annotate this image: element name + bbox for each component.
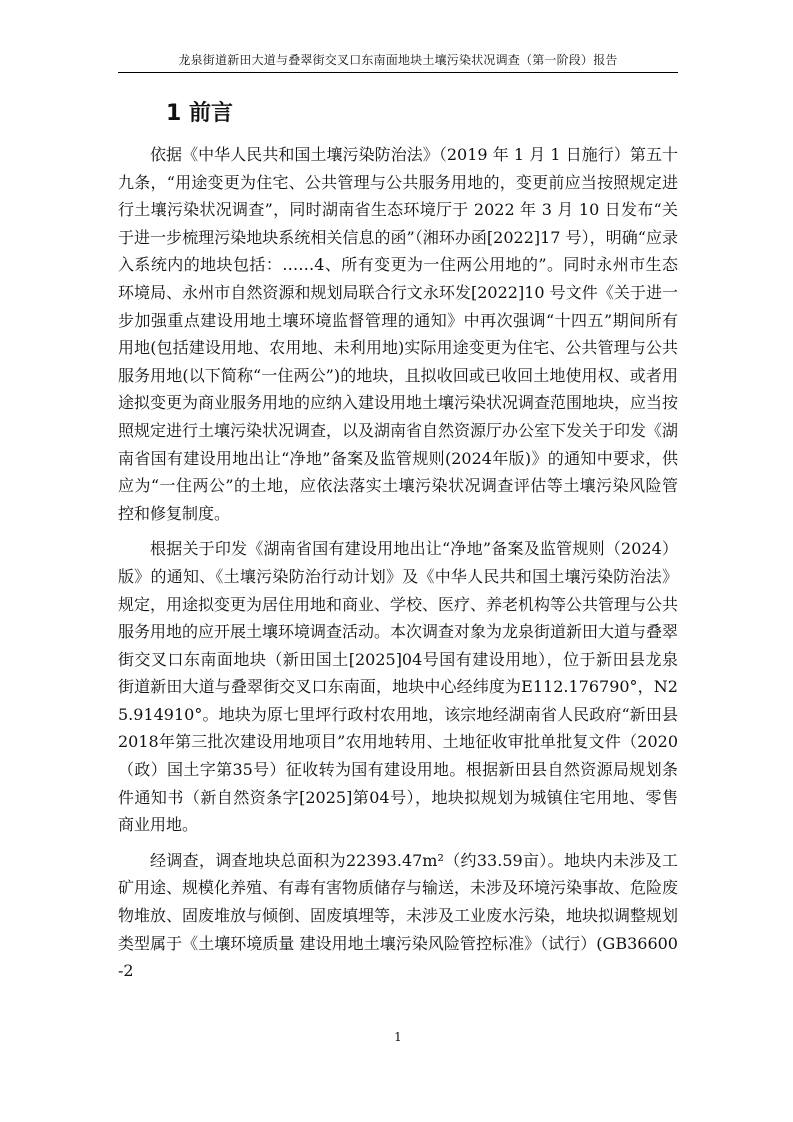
header-divider: [118, 72, 678, 73]
paragraph-survey-findings: 经调查，调查地块总面积为22393.47m²（约33.59亩）。地块内未涉及工矿用途、规模化养殖、有毒有害物质储存与输送，未涉及环境污染事故、危险废物堆放、固废堆放与倾倒、固废填埋等，未涉及工业废水污染，地块拟调整规划类型属于《土壤环境质量 建设用地土壤污染风险管控标准》（试行）(GB36600-2: [118, 850, 679, 981]
paragraph-legal-basis: 依据《中华人民共和国土壤污染防治法》（2019 年 1 月 1 日施行）第五十九条，“用途变更为住宅、公共管理与公共服务用地的，变更前应当按照规定进行土壤污染状况调查”，同时湖南省生态环境厅于 2022 年 3 月 10 日发布“关于进一步梳理污染地块系统相关信息的函”（湘环办函[2022]17 号），明确“应录入系统内的地块包括：……4、所有变更为一住两公用地的”。同时永州市生态环境局、永州市自然资源和规划局联合行文永环发[2022]10 号文件《关于进一步加强重点建设用地土壤环境监督管理的通知》中再次强调“十四五”期间所有用地(包括建设用地、农用地、未利用地)实际用途变更为住宅、公共管理与公共服务用地(以下简称“一住两公”)的地块，且拟收回或已收回土地使用权、或者用途拟变更为商业服务用地的应纳入建设用地土壤污染状况调查范围地块，应当按照规定进行土壤污染状况调查，以及湖南省自然资源厅办公室下发关于印发《湖南省国有建设用地出让“净地”备案及监管规则(2024年版)》的通知中要求，供应为“一住两公”的土地，应依法落实土壤污染状况调查评估等土壤污染风险管控和修复制度。: [118, 145, 679, 523]
body-text: [118, 141, 678, 985]
section-title: 1 前言: [166, 101, 233, 126]
running-header: 龙泉街道新田大道与叠翠街交叉口东南面地块土壤污染状况调查（第一阶段）报告: [178, 53, 618, 67]
paragraph-site-overview: 根据关于印发《湖南省国有建设用地出让“净地”备案及监管规则（2024）版》的通知、《土壤污染防治行动计划》及《中华人民共和国土壤污染防治法》规定，用途拟变更为居住用地和商业、学校、医疗、养老机构等公共管理与公共服务用地的应开展土壤环境调查活动。本次调查对象为龙泉街道新田大道与叠翠街交叉口东南面地块（新田国土[2025]04号国有建设用地），位于新田县龙泉街道新田大道与叠翠街交叉口东南面，地块中心经纬度为E112.176790°，N25.914910°。地块为原七里坪行政村农用地，该宗地经湖南省人民政府“新田县2018年第三批次建设用地项目”农用地转用、土地征收审批单批复文件（2020（政）国土字第35号）征收转为国有建设用地。根据新田县自然资源局规划条件通知书（新自然资条字[2025]第04号），地块拟规划为城镇住宅用地、零售商业用地。: [118, 539, 679, 835]
page-number: 1: [394, 1030, 402, 1044]
